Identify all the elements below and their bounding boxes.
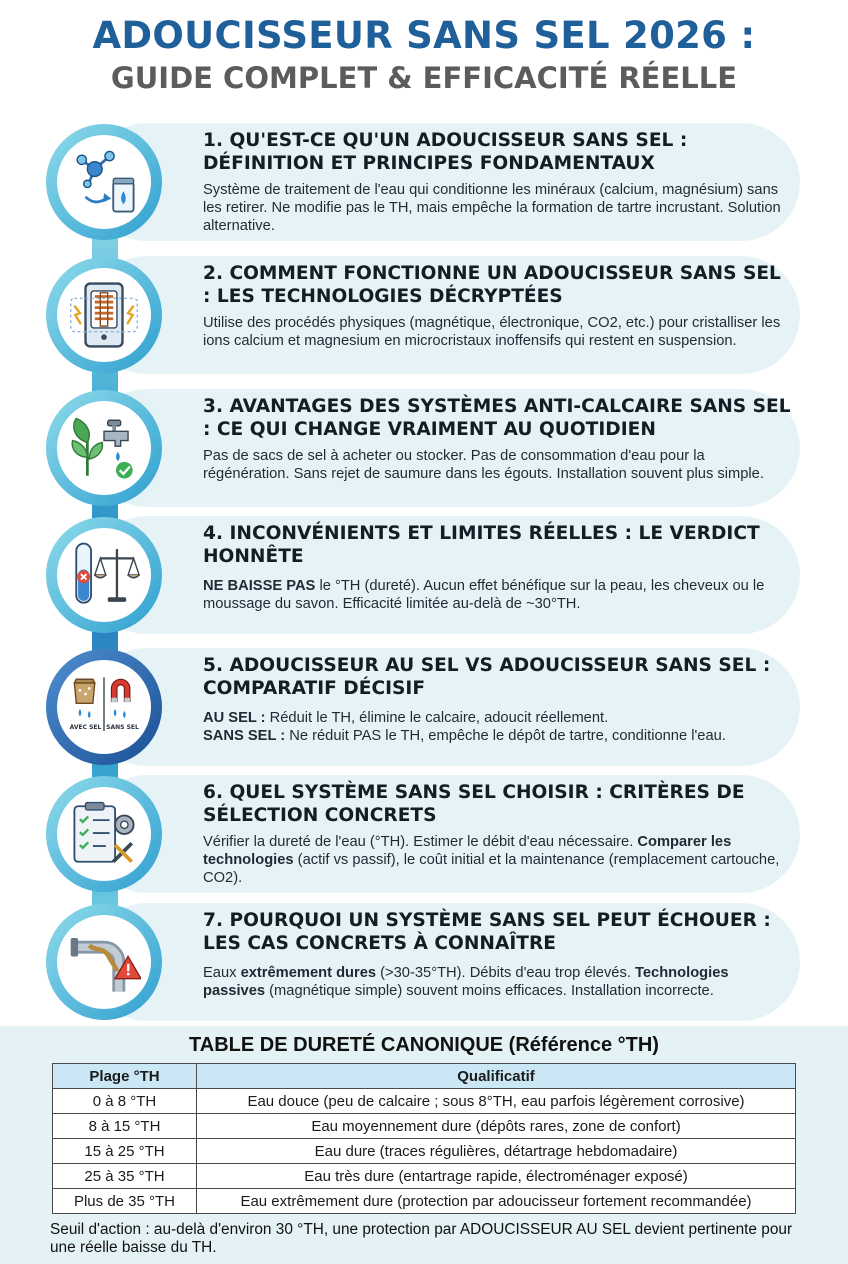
table-row — [53, 1089, 796, 1114]
salt-vs-magnet-icon — [67, 670, 141, 744]
section-title: 1. QU'EST-CE QU'UN ADOUCISSEUR SANS SEL : DÉFINITION ET PRINCIPES FONDAMENTAUX — [203, 130, 688, 174]
section-title: 2. COMMENT FONCTIONNE UN ADOUCISSEUR SANS SEL : LES TECHNOLOGIES DÉCRYPTÉES — [203, 263, 781, 307]
section-icon-badge — [46, 904, 162, 1020]
body-text: (actif vs passif), le coût initial et la maintenance (remplacement cartouche, CO2). — [203, 852, 780, 886]
icon-label-no-salt: SANS SEL — [106, 724, 139, 732]
body-text: Eaux — [203, 965, 241, 981]
emphasis-text: AU SEL : — [203, 710, 266, 726]
body-text: le °TH (dureté). Aucun effet bénéfique sur la peau, les cheveux ou le moussage du savon. Efficacité limitée au-delà de ~30°TH. — [203, 578, 765, 612]
column-header: Qualificatif — [197, 1064, 796, 1089]
column-header: Plage °TH — [53, 1064, 197, 1089]
section-title: 3. AVANTAGES DES SYSTÈMES ANTI-CALCAIRE SANS SEL : CE QUI CHANGE VRAIMENT AU QUOTIDIEN — [203, 396, 791, 440]
section-3 — [0, 387, 848, 509]
emphasis-text: extrêmement dures — [240, 965, 377, 981]
section-text — [203, 577, 793, 613]
body-text: Utilise des procédés physiques (magnétique, électronique, CO2, etc.) pour cristalliser les ions calcium et magnesium en microcristaux inoffensifs qui restent en suspension. — [203, 315, 781, 349]
section-text — [203, 447, 793, 483]
footer-note: Seuil d'action : au-delà d'environ 30 °TH, une protection par ADOUCISSEUR AU SEL devient pertinente pour une réelle baisse du TH. — [50, 1221, 793, 1256]
section-text — [203, 709, 793, 745]
page-header — [0, 14, 848, 96]
molecule-filter-icon — [67, 145, 141, 219]
page-subtitle: GUIDE COMPLET & EFFICACITÉ RÉELLE — [110, 61, 738, 95]
table-row — [53, 1114, 796, 1139]
qualifier-cell: Eau extrêmement dure (protection par adoucisseur fortement recommandée) — [197, 1189, 796, 1214]
section-text — [203, 181, 793, 235]
section-icon-badge — [46, 390, 162, 506]
section-text — [203, 964, 793, 1000]
table-row — [53, 1164, 796, 1189]
body-text: Pas de sacs de sel à acheter ou stocker. Pas de consommation d'eau pour la régénération. Sans rejet de saumure dans les égouts. Installation souvent plus simple. — [203, 448, 764, 482]
page-title: ADOUCISSEUR SANS SEL 2026 : — [92, 14, 756, 57]
body-text: Ne réduit PAS le TH, empêche le dépôt de tartre, conditionne l'eau. — [285, 728, 726, 744]
magnetic-coil-device-icon — [67, 278, 141, 352]
range-cell: 0 à 8 °TH — [53, 1089, 197, 1114]
qualifier-cell: Eau moyennement dure (dépôts rares, zone de confort) — [197, 1114, 796, 1139]
section-1 — [0, 121, 848, 243]
section-title: 4. INCONVÉNIENTS ET LIMITES RÉELLES : LE VERDICT HONNÊTE — [203, 523, 760, 567]
body-text: Réduit le TH, élimine le calcaire, adoucit réellement. — [265, 710, 609, 726]
section-icon-badge — [46, 124, 162, 240]
scaled-pipe-warning-icon — [67, 925, 141, 999]
section-6 — [0, 773, 848, 895]
section-icon-badge — [46, 776, 162, 892]
body-text: (>30-35°TH). Débits d'eau trop élevés. — [376, 965, 635, 981]
range-cell: 25 à 35 °TH — [53, 1164, 197, 1189]
emphasis-text: Comparer les technologies — [203, 834, 732, 868]
hardness-table — [52, 1063, 796, 1214]
table-header-row — [53, 1064, 796, 1089]
section-icon-badge — [46, 649, 162, 765]
qualifier-cell: Eau très dure (entartrage rapide, électroménager exposé) — [197, 1164, 796, 1189]
section-4 — [0, 514, 848, 636]
emphasis-text: NE BAISSE PAS — [203, 578, 316, 594]
body-text: Vérifier la dureté de l'eau (°TH). Estimer le débit d'eau nécessaire. — [203, 834, 638, 850]
emphasis-text: Technologies passives — [203, 965, 729, 999]
section-2 — [0, 254, 848, 376]
body-text: (magnétique simple) souvent moins efficaces. Installation incorrecte. — [265, 983, 714, 999]
range-cell: 8 à 15 °TH — [53, 1114, 197, 1139]
section-title: 5. ADOUCISSEUR AU SEL VS ADOUCISSEUR SANS SEL : COMPARATIF DÉCISIF — [203, 655, 771, 699]
qualifier-cell: Eau dure (traces régulières, détartrage hebdomadaire) — [197, 1139, 796, 1164]
section-5 — [0, 646, 848, 768]
section-icon-badge — [46, 257, 162, 373]
section-text — [203, 314, 793, 350]
emphasis-text: SANS SEL : — [203, 728, 286, 744]
section-7 — [0, 901, 848, 1023]
table-row — [53, 1139, 796, 1164]
hardness-table-title: TABLE DE DURETÉ CANONIQUE (Référence °TH) — [189, 1034, 659, 1056]
section-text — [203, 833, 793, 887]
icon-label-salt: AVEC SEL — [69, 724, 102, 732]
body-text: Système de traitement de l'eau qui conditionne les minéraux (calcium, magnésium) sans les retirer. Ne modifie pas le TH, mais empêche la formation de tartre incrustant. Solution alternative. — [203, 182, 781, 234]
qualifier-cell: Eau douce (peu de calcaire ; sous 8°TH, eau parfois légèrement corrosive) — [197, 1089, 796, 1114]
section-icon-badge — [46, 517, 162, 633]
test-tube-scale-icon — [67, 538, 141, 612]
checklist-tools-icon — [67, 797, 141, 871]
section-title: 6. QUEL SYSTÈME SANS SEL CHOISIR : CRITÈRES DE SÉLECTION CONCRETS — [203, 782, 745, 826]
range-cell: Plus de 35 °TH — [53, 1189, 197, 1214]
section-title: 7. POURQUOI UN SYSTÈME SANS SEL PEUT ÉCHOUER : LES CAS CONCRETS À CONNAÎTRE — [203, 910, 771, 954]
leaf-faucet-icon — [67, 411, 141, 485]
table-row — [53, 1189, 796, 1214]
range-cell: 15 à 25 °TH — [53, 1139, 197, 1164]
